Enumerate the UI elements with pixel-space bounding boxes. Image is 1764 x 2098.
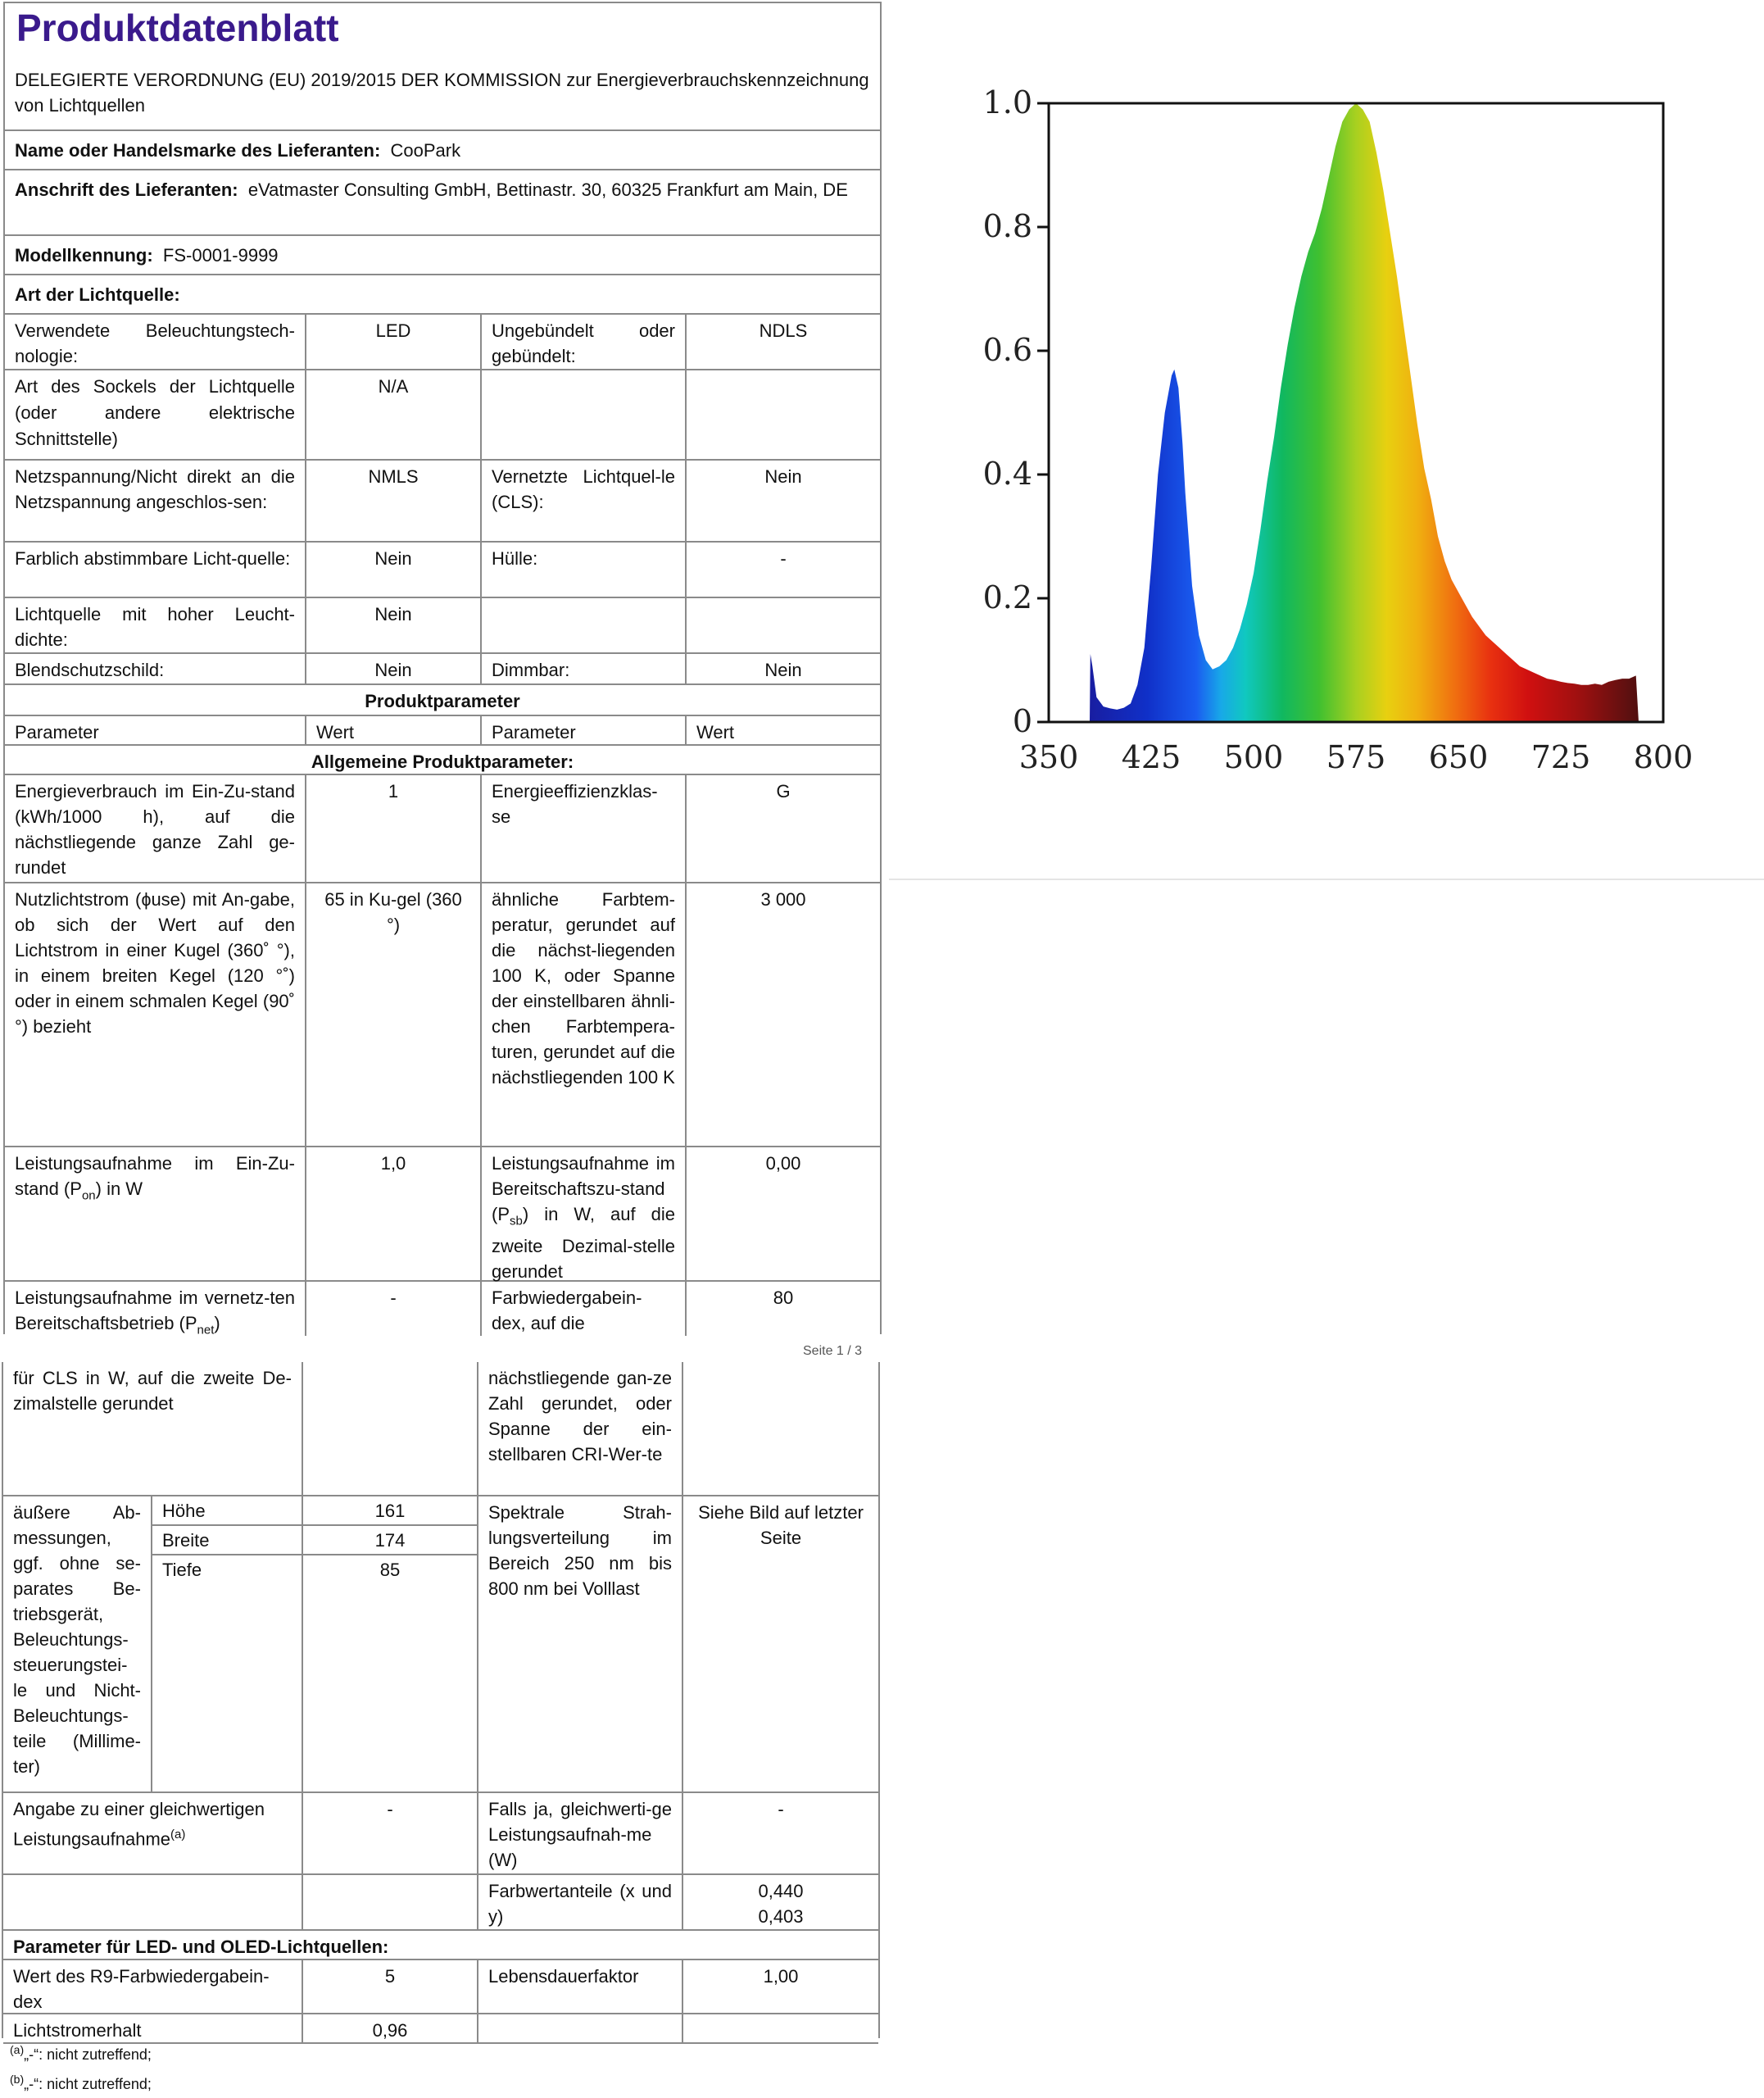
type-value: NDLS: [685, 315, 880, 369]
page-2: [2, 1362, 880, 2041]
param-value: [682, 1875, 878, 1929]
param-value: 1: [305, 775, 480, 882]
supplier: [5, 131, 880, 169]
x-tick-label: 350: [1018, 739, 1079, 775]
address: [5, 170, 880, 234]
led-heading-row: [3, 1931, 878, 1960]
param-label: für CLS in W, auf die zweite De-zimalstelle gerundet: [13, 1368, 292, 1414]
y-tick-label: 0.2: [982, 579, 1032, 615]
param-value: 3 000: [685, 883, 880, 1146]
param-label: Spektrale Strah-lungsverteilung im Bereich 250 nm bis 800 nm bei Volllast: [477, 1496, 682, 1791]
y-tick-label: 1.0: [982, 84, 1032, 120]
page-title: Produktdatenblatt: [16, 7, 339, 49]
model-label: Modellkennung:: [15, 245, 153, 266]
params-heading: Produktparameter: [365, 691, 520, 711]
dim-depth-label: Tiefe: [162, 1560, 202, 1580]
type-row-socket: [5, 370, 880, 461]
spectrum-chart: [889, 0, 1764, 879]
param-row-continued: [3, 1362, 878, 1496]
dim-width-label: Breite: [152, 1526, 302, 1555]
type-label: Lichtquelle mit hoher Leucht-dichte:: [15, 604, 295, 650]
led-heading: Parameter für LED- und OLED-Lichtquellen:: [13, 1937, 389, 1957]
param-label-text: ): [214, 1313, 220, 1333]
type-label: Farblich abstimmbare Licht-quelle:: [15, 548, 291, 569]
y-tick-label: 0: [1012, 703, 1032, 739]
param-label: Falls ja, gleichwerti-ge Leistungsaufnah-me (W): [477, 1793, 682, 1873]
column-header-value: Wert: [685, 716, 880, 744]
general-heading: Allgemeine Produktparameter:: [311, 752, 574, 772]
param-value: Siehe Bild auf letzter Seite: [682, 1496, 878, 1791]
column-header-value: Wert: [305, 716, 480, 744]
column-header-parameter: Parameter: [15, 722, 99, 742]
model: [5, 236, 880, 274]
param-row-equivalent: [3, 1793, 878, 1875]
param-label-text: Leistungsaufnahme im Bereitschaftszu-stand (P: [492, 1153, 675, 1224]
param-row-power: [5, 1147, 880, 1282]
dim-width-value: 174: [303, 1526, 477, 1555]
chromaticity-x: 0,440: [758, 1881, 804, 1901]
regulation-row: [5, 59, 880, 131]
type-value: Nein: [305, 598, 480, 652]
param-label: Lebensdauerfaktor: [477, 1960, 682, 2013]
y-tick-label: 0.6: [982, 332, 1032, 368]
param-value: -: [302, 1793, 477, 1873]
type-value: Nein: [305, 543, 480, 597]
param-label: Farbwertanteile (x und y): [477, 1875, 682, 1929]
dim-height-label: Höhe: [152, 1496, 302, 1526]
param-row-flux: [5, 883, 880, 1147]
type-empty-cell: [480, 598, 685, 652]
footnote-marker: (a): [170, 1828, 186, 1841]
y-tick-label: 0.8: [982, 208, 1032, 244]
footnote-b-text: „-“: nicht zutreffend;: [24, 2076, 152, 2092]
param-label: [5, 1147, 305, 1280]
address-label: Anschrift des Lieferanten:: [15, 179, 238, 200]
footnote-a-marker: (a): [10, 2043, 25, 2056]
type-row-tunable: [5, 543, 880, 598]
param-empty-cell: [477, 2014, 682, 2042]
type-heading: Art der Lichtquelle:: [15, 284, 180, 305]
supplier-row: [5, 131, 880, 170]
type-label: Ungebündelt oder gebündelt:: [480, 315, 685, 369]
title-row: [5, 3, 880, 59]
model-row: [5, 236, 880, 275]
regulation-text: DELEGIERTE VERORDNUNG (EU) 2019/2015 DER KOMMISSION zur Energieverbrauchskennzeichnung von Lichtquellen: [15, 70, 869, 116]
page-1: [3, 2, 882, 1337]
page-number: Seite 1 / 3: [803, 1344, 863, 1358]
param-label: Wert des R9-Farbwiedergabein-dex: [13, 1966, 270, 2012]
param-value: 5: [302, 1960, 477, 2013]
param-value: 80: [685, 1282, 880, 1336]
supplier-value: CooPark: [390, 140, 461, 161]
param-label: Nutzlichtstrom (ɸuse) mit An-gabe, ob sich der Wert auf den Lichtstrom in einer Kugel (360˚ °), in einem breiten Kegel (120 °˚) oder in einem schmalen Kegel (90˚ °) bezieht: [15, 889, 295, 1037]
type-label: Blendschutzschild:: [15, 660, 165, 680]
type-row-glare: [5, 654, 880, 685]
footnote-a: [10, 2041, 152, 2064]
param-value: G: [685, 775, 880, 882]
param-label-text: Leistungsaufnahme im vernetz-ten Bereitschaftsbetrieb (P: [15, 1287, 295, 1333]
x-tick-label: 725: [1530, 739, 1591, 775]
spectrum-area: [1090, 103, 1639, 722]
param-label: [5, 1282, 305, 1336]
y-tick-label: 0.4: [982, 456, 1032, 492]
type-label: Vernetzte Lichtquel-le (CLS):: [480, 461, 685, 541]
param-empty-cell: [3, 1875, 302, 1929]
params-heading-row: [5, 685, 880, 716]
type-value: Nein: [305, 654, 480, 683]
type-empty-cell: [685, 598, 880, 652]
dimensions-label: äußere Ab-messungen, ggf. ohne se-parates Be-triebsgerät, Beleuchtungs-steuerungstei-le und Nicht-Beleuchtungs-teile (Millime-ter): [13, 1502, 141, 1777]
param-row-r9: [3, 1960, 878, 2014]
param-label-text: ) in W, auf die zweite Dezimal-stelle gerundet: [492, 1204, 675, 1283]
param-label: Lichtstromerhalt: [13, 2020, 142, 2041]
param-row-standby-net: [5, 1282, 880, 1336]
x-tick-label: 500: [1223, 739, 1284, 775]
param-value: -: [682, 1793, 878, 1873]
param-label-subscript: net: [197, 1323, 215, 1337]
param-label-text: Leistungsaufnahme im Ein-Zu-stand (P: [15, 1153, 295, 1199]
param-label: ähnliche Farbtem-peratur, gerundet auf die nächst-liegenden 100 K, oder Spanne der einstellbaren ähnli-chen Farbtempera-turen, gerundet auf die nächstliegenden 100 K: [480, 883, 685, 1146]
type-label: Dimmbar:: [480, 654, 685, 683]
param-value: 0,96: [302, 2014, 477, 2042]
x-tick-label: 575: [1326, 739, 1386, 775]
type-row-luminance: [5, 598, 880, 654]
type-value: -: [685, 543, 880, 597]
param-row-dimensions: [3, 1496, 878, 1793]
x-tick-label: 425: [1121, 739, 1181, 775]
param-empty-cell: [682, 2014, 878, 2042]
param-label: nächstliegende gan-ze Zahl gerundet, oder Spanne der ein-stellbaren CRI-Wer-te: [477, 1362, 682, 1495]
dim-depth-value: 85: [379, 1560, 401, 1580]
param-label: Farbwiedergabein-dex, auf die: [480, 1282, 685, 1336]
type-empty-cell: [480, 370, 685, 459]
param-value: 0,00: [685, 1147, 880, 1280]
param-label: [3, 1793, 302, 1873]
param-row-chromaticity: [3, 1875, 878, 1931]
spectrum-chart-panel: [889, 0, 1764, 880]
footnote-b-marker: (b): [10, 2073, 25, 2086]
type-value: Nein: [685, 461, 880, 541]
param-label-subscript: sb: [510, 1214, 523, 1228]
dimensions-subtable: [151, 1496, 302, 1791]
param-label: [480, 1147, 685, 1283]
type-heading-row: [5, 275, 880, 315]
dimensions-values: [302, 1496, 477, 1791]
param-label: Energieeffizienzklas-se: [480, 775, 685, 882]
param-row-energy: [5, 775, 880, 883]
param-label-text: ) in W: [95, 1178, 143, 1199]
param-value: [302, 1362, 477, 1495]
footnote-a-text: „-“: nicht zutreffend;: [24, 2046, 152, 2063]
type-label: Hülle:: [480, 543, 685, 597]
type-value: LED: [305, 315, 480, 369]
supplier-label: Name oder Handelsmarke des Lieferanten:: [15, 140, 381, 161]
type-empty-cell: [685, 370, 880, 459]
type-value: NMLS: [305, 461, 480, 541]
address-value: eVatmaster Consulting GmbH, Bettinastr. 30, 60325 Frankfurt am Main, DE: [247, 179, 848, 200]
x-tick-label: 800: [1633, 739, 1694, 775]
model-value: FS-0001-9999: [162, 245, 279, 266]
chromaticity-y: 0,403: [758, 1906, 804, 1927]
type-row-mains: [5, 461, 880, 543]
type-row-technology: [5, 315, 880, 370]
param-value: 1,00: [682, 1960, 878, 2013]
param-value: 65 in Ku-gel (360 °): [305, 883, 480, 1146]
x-tick-label: 650: [1428, 739, 1489, 775]
column-header-parameter: Parameter: [480, 716, 685, 744]
param-value: [682, 1362, 878, 1495]
type-value: N/A: [305, 370, 480, 459]
dim-height-value: 161: [303, 1496, 477, 1526]
type-label: Verwendete Beleuchtungstech-nologie:: [15, 320, 295, 366]
address-row: [5, 170, 880, 236]
type-value: Nein: [685, 654, 880, 683]
footnote-b: [10, 2070, 152, 2093]
type-label: Art des Sockels der Lichtquelle (oder andere elektrische Schnittstelle): [15, 376, 295, 449]
param-row-lumen-maintenance: [3, 2014, 878, 2044]
param-label-text: Angabe zu einer gleichwertigen Leistungsaufnahme: [13, 1799, 265, 1850]
param-label-subscript: on: [81, 1188, 96, 1203]
param-label: Energieverbrauch im Ein-Zu-stand (kWh/1000 h), auf die nächstliegende ganze Zahl ge-rundet: [15, 781, 295, 878]
general-heading-row: [5, 746, 880, 775]
param-value: -: [305, 1282, 480, 1336]
params-header-row: [5, 716, 880, 746]
param-empty-cell: [302, 1875, 477, 1929]
param-value: 1,0: [305, 1147, 480, 1280]
type-label: Netzspannung/Nicht direkt an die Netzspannung angeschlos-sen:: [15, 466, 295, 512]
